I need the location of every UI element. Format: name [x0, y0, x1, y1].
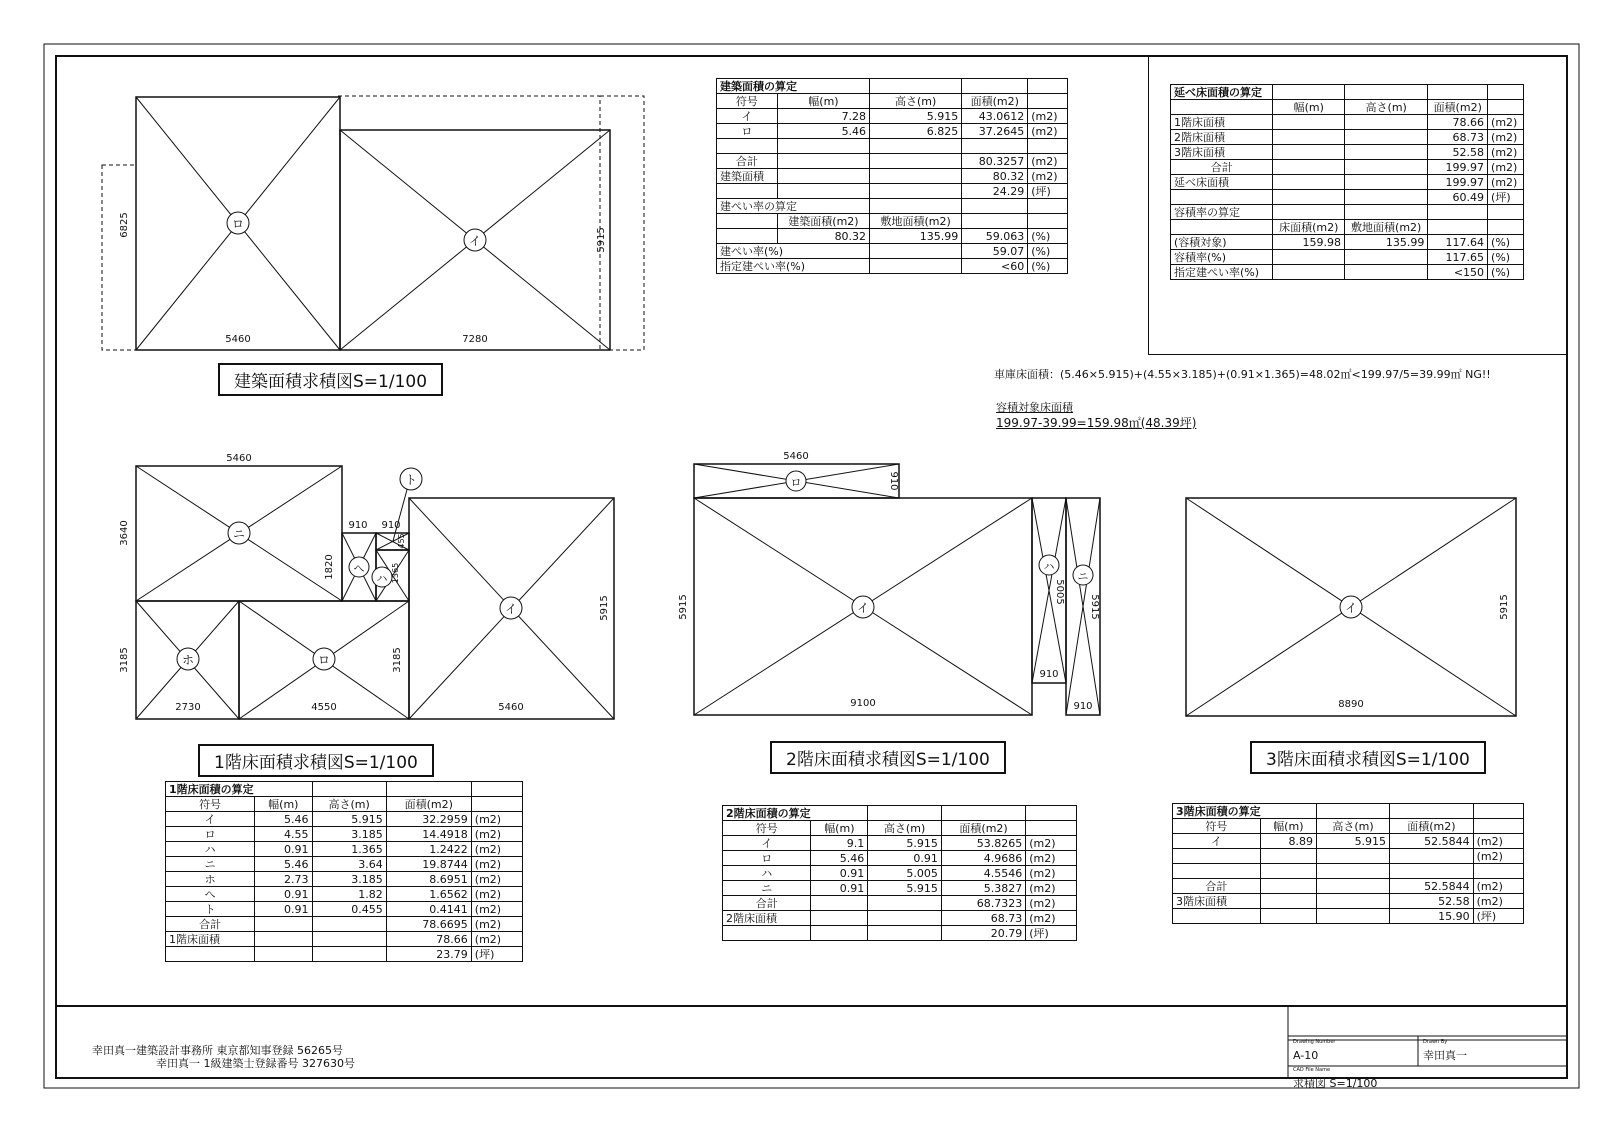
table-row: イ 9.1 5.915 53.8265 (m2)	[723, 836, 1077, 851]
dim-910-b: 910	[1073, 701, 1093, 712]
far-value: 117.65	[1428, 250, 1488, 265]
total-label: 合計	[717, 154, 778, 169]
mark-i: イ	[504, 602, 518, 616]
table-row: ト 0.91 0.455 0.4141 (m2)	[166, 902, 523, 917]
dim-1820: 1820	[324, 554, 335, 580]
floor2-drawing	[678, 451, 1100, 715]
mark-ro: ロ	[790, 476, 802, 489]
coverage-value: 59.07	[962, 244, 1028, 259]
floor2-table: 2階床面積の算定 符号 幅(m) 高さ(m) 面積(m2) イ 9.1 5.915 53.8265 (m2) ロ 5.46 0.91 4.9686 (m2) ハ 0.91 5.005 4.5546 (m2) ニ 0.91 5.915 5.3827 (m2) 合計 68.7323 (m2) 2階床面積 68.73 (m2) 20.79 (坪)	[722, 805, 1077, 941]
coverage-label: 建ぺい率(%)	[717, 244, 870, 259]
building-area-table: 建築面積の算定 符号 幅(m) 高さ(m) 面積(m2) イ 7.28 5.915 43.0612 (m2) ロ 5.46 6.825 37.2645 (m2) 合計 80.3257 (m2) 建築面積 80.32 (m2) 24.29 (坪) 建ぺい率の算定 建築面積(m2) 敷地面積(m2) 80.32 135.99 59.063 (%) 建ぺい率(%) 59.07 (%) 指定建ぺい率(%) <60 (%)	[716, 78, 1068, 274]
mark-he: へ	[353, 562, 365, 575]
table-row: ホ 2.73 3.185 8.6951 (m2)	[166, 872, 523, 887]
floor3-drawing	[1186, 498, 1516, 716]
dim-5915: 5915	[599, 595, 610, 621]
dim-3640: 3640	[119, 520, 130, 546]
dim-3185-mid: 3185	[392, 647, 403, 673]
mark-ro: ロ	[317, 653, 331, 667]
table-title: 3階床面積の算定	[1173, 804, 1317, 819]
table-row: ロ 5.46 0.91 4.9686 (m2)	[723, 851, 1077, 866]
dim-5915-right: 5915	[1089, 594, 1100, 620]
header: 高さ(m)	[870, 94, 962, 109]
table-row: ハ 0.91 1.365 1.2422 (m2)	[166, 842, 523, 857]
building-area-drawing	[102, 96, 644, 350]
total-value: 80.3257	[962, 154, 1028, 169]
far-title: 容積率の算定	[1171, 205, 1273, 220]
header: 符号	[717, 94, 778, 109]
area-tsubo: 24.29	[962, 184, 1028, 199]
dim-7280: 7280	[462, 334, 488, 345]
office-line1: 幸田真一建築設計事務所 東京都知事登録 56265号	[92, 1044, 343, 1057]
table-row: ロ 4.55 3.185 14.4918 (m2)	[166, 827, 523, 842]
file-name: 求積図 S=1/100	[1293, 1077, 1378, 1090]
mark-ni: ニ	[232, 527, 246, 541]
dim-2730: 2730	[175, 702, 201, 713]
dim-4550: 4550	[311, 702, 337, 713]
table-row: ニ 5.46 3.64 19.8744 (m2)	[166, 857, 523, 872]
dim-3185-left: 3185	[119, 647, 130, 673]
dim-5460: 5460	[225, 334, 251, 345]
table-title: 建築面積の算定	[717, 79, 870, 94]
header: 幅(m)	[777, 94, 869, 109]
mark-to: ト	[404, 473, 418, 487]
far-label: 容積率(%)	[1171, 250, 1273, 265]
floor1-drawing	[119, 453, 614, 719]
dim-9100: 9100	[850, 698, 876, 709]
mark-i: イ	[468, 234, 482, 248]
table-row: 2階床面積 68.73 (m2)	[1171, 130, 1524, 145]
floor1-drawing-title: 1階床面積求積図S=1/100	[198, 744, 434, 777]
total-floor-table: 延べ床面積の算定 幅(m) 高さ(m) 面積(m2) 1階床面積 78.66 (m2) 2階床面積 68.73 (m2) 3階床面積 52.58 (m2) 合計 199.97 (m2) 延べ床面積 199.97 (m2) 60.49 (坪) 容積率の算定 床面積(m2) 敷地面積(m2) (容積対象) 159.98 135.99 117.64 (%) 容積率(%) 117.65 (%) 指定建ぺい率(%) <150 (%)	[1170, 84, 1524, 280]
dim-5005: 5005	[1054, 579, 1065, 605]
dim-5460-top: 5460	[226, 453, 252, 464]
table-row: 3階床面積 52.58 (m2)	[1171, 145, 1524, 160]
table-title: 2階床面積の算定	[723, 806, 868, 821]
table-row: イ 5.46 5.915 32.2959 (m2)	[166, 812, 523, 827]
table-title: 1階床面積の算定	[166, 782, 313, 797]
mark-ha: ハ	[376, 572, 388, 585]
mark-ha: ハ	[1043, 560, 1055, 573]
building-drawing-title: 建築面積求積図S=1/100	[218, 363, 443, 396]
far-section-frame	[1148, 56, 1568, 355]
floor2-drawing-title: 2階床面積求積図S=1/100	[770, 741, 1006, 774]
garage-note: 車庫床面積：(5.46×5.915)+(4.55×3.185)+(0.91×1.365)=48.02㎡<199.97/5=39.99㎡ NG!!	[994, 368, 1491, 381]
dim-910-a: 910	[348, 520, 368, 531]
dim-5915-left: 5915	[678, 594, 689, 620]
table-row: ニ 0.91 5.915 5.3827 (m2)	[723, 881, 1077, 896]
far-target-label: 容積対象床面積	[996, 401, 1073, 414]
dim-6825: 6825	[119, 212, 130, 238]
drawing-number: A-10	[1293, 1049, 1319, 1062]
floor3-drawing-title: 3階床面積求積図S=1/100	[1250, 741, 1486, 774]
dim-455: 455	[397, 533, 406, 549]
table-row: イ 8.89 5.915 52.5844 (m2)	[1173, 834, 1524, 849]
area-value: 80.32	[962, 169, 1028, 184]
coverage-title: 建ぺい率の算定	[717, 199, 870, 214]
dim-5460: 5460	[783, 451, 809, 462]
dim-8890: 8890	[1338, 699, 1364, 710]
dim-5915: 5915	[1499, 594, 1510, 620]
mark-i: イ	[856, 601, 870, 615]
table-row: へ 0.91 1.82 1.6562 (m2)	[166, 887, 523, 902]
table-row: ロ 5.46 6.825 37.2645 (m2)	[717, 124, 1068, 139]
header: 面積(m2)	[962, 94, 1028, 109]
area-label: 建築面積	[717, 169, 778, 184]
drawn-by-label: Drawn By	[1423, 1039, 1448, 1045]
table-row: 1階床面積 78.66 (m2)	[1171, 115, 1524, 130]
dim-5915: 5915	[596, 227, 607, 253]
dim-910-b: 910	[381, 520, 401, 531]
floor1-table: 1階床面積の算定 符号 幅(m) 高さ(m) 面積(m2) イ 5.46 5.915 32.2959 (m2) ロ 4.55 3.185 14.4918 (m2) ハ 0.91 1.365 1.2422 (m2) ニ 5.46 3.64 19.8744 (m2) ホ 2.73 3.185 8.6951 (m2) へ 0.91 1.82 1.6562 (m2) ト 0.91 0.455 0.4141 (m2) 合計 78.6695 (m2) 1階床面積 78.66 (m2) 23.79 (坪)	[165, 781, 523, 962]
mark-ho: ホ	[181, 653, 195, 667]
drawing-number-label: Drawing Number	[1293, 1039, 1336, 1045]
file-label: CAD File Name	[1293, 1067, 1331, 1073]
dim-5460-bot: 5460	[498, 702, 524, 713]
table-title: 延べ床面積の算定	[1171, 85, 1273, 100]
office-line2: 幸田真一 1級建築士登録番号 327630号	[156, 1057, 355, 1070]
dim-910-top: 910	[888, 471, 899, 491]
dim-1365: 1365	[391, 562, 400, 584]
table-row: ハ 0.91 5.005 4.5546 (m2)	[723, 866, 1077, 881]
mark-ro: ロ	[231, 217, 245, 231]
drawn-by: 幸田真一	[1423, 1049, 1467, 1062]
mark-ni: ニ	[1077, 570, 1089, 583]
floor3-table: 3階床面積の算定 符号 幅(m) 高さ(m) 面積(m2) イ 8.89 5.915 52.5844 (m2) (m2) 合計 52.5844 (m2) 3階床面積 52.58 (m2) 15.90 (坪)	[1172, 803, 1524, 924]
table-row: イ 7.28 5.915 43.0612 (m2)	[717, 109, 1068, 124]
mark-i: イ	[1344, 601, 1358, 615]
dim-910-a: 910	[1039, 669, 1059, 680]
far-target-value: 199.97-39.99=159.98㎡(48.39坪)	[996, 416, 1197, 430]
